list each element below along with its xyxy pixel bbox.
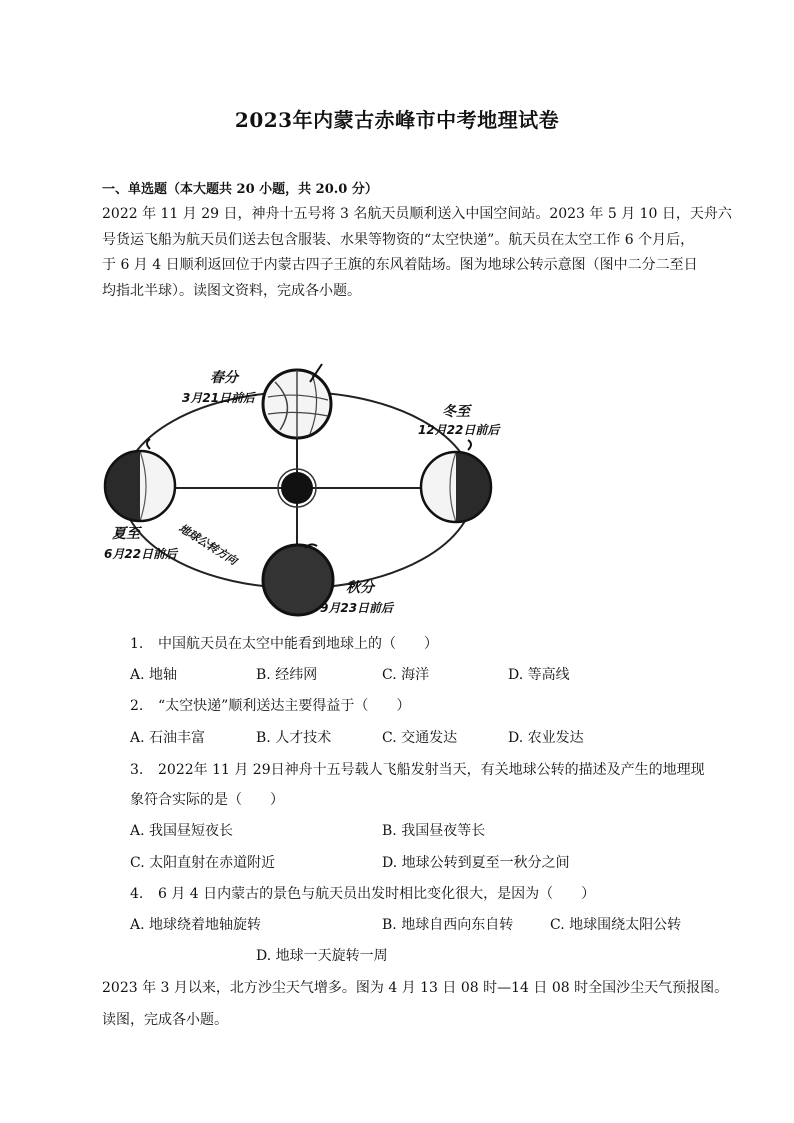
sun [281,472,313,504]
question-4 [130,883,595,903]
question-number: 4. [130,886,144,902]
intro-line: 号货运飞船为航天员们送去包含服装、水果等物资的“太空快递”。航天员在太空工作 6 个月后， [102,231,695,248]
orbit-direction-label: 地球公转方向 [176,521,240,568]
label-winter-date: 12月22日前后 [418,423,500,437]
section-heading: 一、单选题（本大题共 20 小题，共 20.0 分） [102,182,378,197]
question-number: 1. [130,636,144,652]
label-autumn-date: 9月23日前后 [320,601,394,615]
earth-revolution-diagram [100,352,520,622]
option-4a[interactable]: A. 地球绕着地轴旋转 [130,917,262,933]
question-2 [130,695,410,715]
label-summer-date: 6月22日前后 [104,547,178,561]
intro-line: 均指北半球）。读图文资料，完成各小题。 [102,282,361,299]
question-number: 2. [130,698,144,714]
question-3-continued: 象符合实际的是（ ） [130,792,284,808]
question-text: 2022年 11 月 29日神舟十五号载人飞船发射当天，有关地球公转的描述及产生的地理现 [158,762,705,778]
page-title: 2023年内蒙古赤峰市中考地理试卷 [234,108,560,132]
option-2b[interactable]: B. 人才技术 [256,730,332,746]
option-2d[interactable]: D. 农业发达 [508,730,584,746]
earth-summer-solstice [105,439,175,521]
option-3a[interactable]: A. 我国昼短夜长 [130,823,234,839]
option-3d[interactable]: D. 地球公转到夏至一秋分之间 [382,855,570,871]
option-1a[interactable]: A. 地轴 [130,667,178,683]
option-3b[interactable]: B. 我国昼夜等长 [382,823,486,839]
question-number: 3. [130,762,144,778]
question-text: “太空快递”顺利送达主要得益于（ ） [158,698,411,714]
option-3c[interactable]: C. 太阳直射在赤道附近 [130,855,276,871]
option-4b[interactable]: B. 地球自西向东自转 [382,917,514,933]
outro-line: 2023 年 3 月以来，北方沙尘天气增多。图为 4 月 13 日 08 时—14 日 08 时全国沙尘天气预报图。 [102,980,729,996]
label-summer-name: 夏至 [112,526,140,542]
option-2a[interactable]: A. 石油丰富 [130,730,206,746]
label-spring-date: 3月21日前后 [182,391,256,405]
earth-winter-solstice [421,440,491,522]
option-1c[interactable]: C. 海洋 [382,667,430,683]
question-text: 6 月 4 日内蒙古的景色与航天员出发时相比变化很大，是因为（ ） [158,886,596,902]
question-text: 中国航天员在太空中能看到地球上的（ ） [158,636,438,652]
intro-paragraph [102,202,732,304]
intro-line: 于 6 月 4 日顺利返回位于内蒙古四子王旗的东风着陆场。图为地球公转示意图（图中二分二至日 [102,257,698,273]
option-4d[interactable]: D. 地球一天旋转一周 [256,948,388,964]
option-4c[interactable]: C. 地球围绕太阳公转 [550,917,682,933]
intro-line: 2022 年 11 月 29 日，神舟十五号将 3 名航天员顺利送入中国空间站。2023 年 5 月 10 日，天舟六 [102,206,732,222]
question-3 [130,759,705,779]
option-2c[interactable]: C. 交通发达 [382,730,458,746]
option-1b[interactable]: B. 经纬网 [256,667,318,683]
outro-line: 读图，完成各小题。 [102,1012,228,1028]
option-1d[interactable]: D. 等高线 [508,667,570,683]
question-1 [130,633,438,653]
label-spring-name: 春分 [210,370,238,386]
label-winter-name: 冬至 [442,404,470,420]
earth-spring-equinox [263,364,331,438]
label-autumn-name: 秋分 [346,580,374,596]
